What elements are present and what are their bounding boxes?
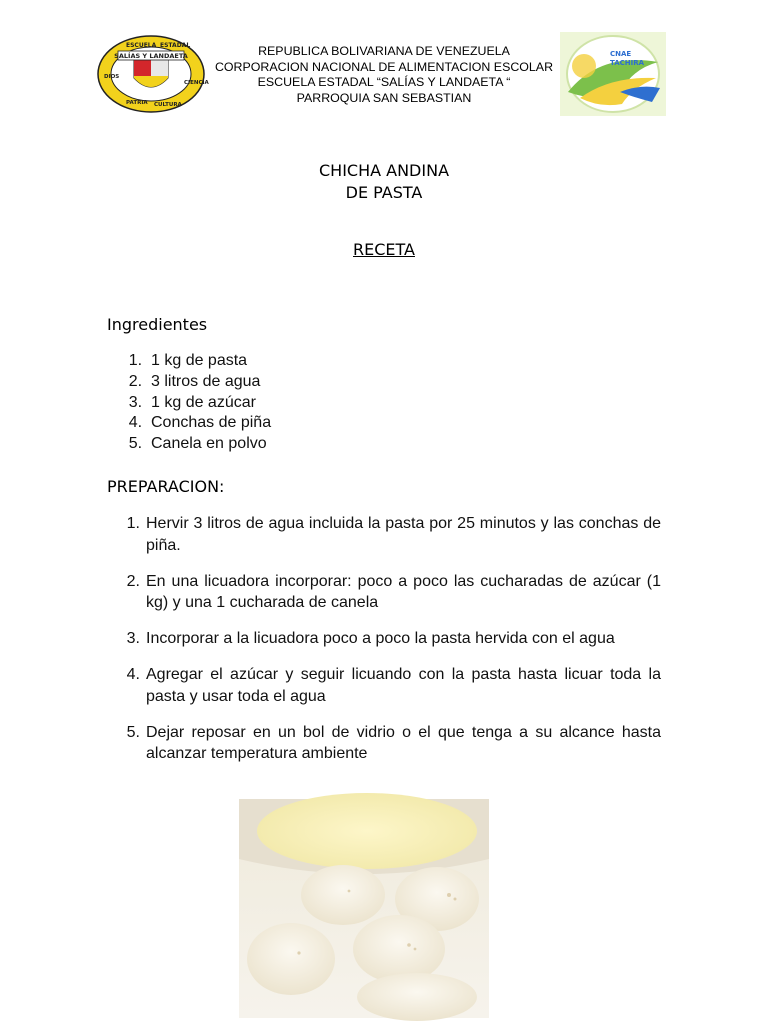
step-number: 4. bbox=[126, 666, 140, 683]
ingredient-text: 1 kg de azúcar bbox=[151, 393, 256, 411]
logo-top-right-text: ESTADAL bbox=[160, 42, 191, 49]
step-number: 5. bbox=[126, 723, 140, 741]
ingredient-number: 2. bbox=[128, 372, 151, 390]
logo-motto-2: PATRIA bbox=[126, 100, 148, 106]
step-number: 1. bbox=[126, 515, 140, 532]
step-text: En una licuadora incorporar: poco a poco las cucharadas de azúcar (1 kg) y una 1 cucharada de canela bbox=[146, 572, 661, 611]
logo-banner-text: SALÍAS Y LANDAETA bbox=[114, 52, 188, 60]
header-line-parish: PARROQUIA SAN SEBASTIAN bbox=[296, 90, 472, 105]
ingredient-item bbox=[107, 351, 271, 372]
preparation-heading: PREPARACION: bbox=[107, 477, 225, 496]
ingredient-number: 3. bbox=[128, 393, 151, 411]
ingredient-item bbox=[107, 372, 271, 393]
title-line-1: CHICHA ANDINA bbox=[318, 161, 450, 180]
step-text: Agregar el azúcar y seguir licuando con la pasta hasta licuar toda la pasta y usar toda el agua bbox=[146, 666, 661, 705]
ingredient-item bbox=[107, 434, 271, 455]
logo-motto-4: CIENCIA bbox=[184, 80, 209, 86]
ingredient-number: 5. bbox=[128, 435, 151, 453]
logo-motto-3: CULTURA bbox=[154, 102, 182, 108]
recipe-title bbox=[0, 160, 768, 204]
logo-cnae-text: CNAE bbox=[610, 50, 632, 58]
preparation-steps bbox=[107, 513, 661, 779]
logo-tachira-text: TACHIRA bbox=[610, 59, 645, 67]
ingredient-text: 1 kg de pasta bbox=[151, 352, 248, 369]
step-number: 2. bbox=[126, 572, 140, 590]
cnae-tachira-logo bbox=[560, 32, 666, 116]
step-text: Dejar reposar en un bol de vidrio o el que tenga a su alcance hasta alcanzar temperatura ambiente bbox=[146, 723, 661, 762]
header-line-school: ESCUELA ESTADAL “SALÍAS Y LANDAETA “ bbox=[257, 75, 511, 89]
preparation-step bbox=[107, 628, 661, 650]
header-line-country: REPUBLICA BOLIVARIANA DE VENEZUELA bbox=[258, 44, 510, 58]
preparation-step bbox=[107, 722, 661, 765]
school-crest-logo bbox=[96, 34, 209, 114]
preparation-step bbox=[107, 664, 661, 707]
header-line-corporation: CORPORACION NACIONAL DE ALIMENTACION ESCOLAR bbox=[214, 59, 554, 74]
logo-motto-1: DIOS bbox=[104, 74, 120, 80]
preparation-step bbox=[107, 571, 661, 614]
recipe-subtitle: RECETA bbox=[353, 240, 415, 259]
ingredient-item bbox=[107, 393, 271, 414]
ingredient-number: 4. bbox=[128, 414, 151, 432]
ingredient-item bbox=[107, 413, 271, 434]
ingredient-text: Conchas de piña bbox=[151, 414, 272, 432]
ingredient-number: 1. bbox=[128, 352, 151, 369]
preparation-step bbox=[107, 513, 661, 556]
logo-top-left-text: ESCUELA bbox=[126, 42, 157, 49]
institution-header bbox=[208, 44, 560, 106]
title-line-2: DE PASTA bbox=[345, 183, 423, 202]
step-number: 3. bbox=[126, 630, 140, 647]
step-text: Incorporar a la licuadora poco a poco la pasta hervida con el agua bbox=[146, 630, 615, 647]
chicha-cups-photo bbox=[239, 799, 489, 1018]
step-text: Hervir 3 litros de agua incluida la pasta por 25 minutos y las conchas de piña. bbox=[146, 515, 661, 554]
ingredient-text: Canela en polvo bbox=[151, 435, 267, 453]
ingredients-heading: Ingredientes bbox=[107, 315, 208, 334]
ingredient-text: 3 litros de agua bbox=[151, 372, 261, 390]
ingredients-list bbox=[107, 351, 271, 455]
